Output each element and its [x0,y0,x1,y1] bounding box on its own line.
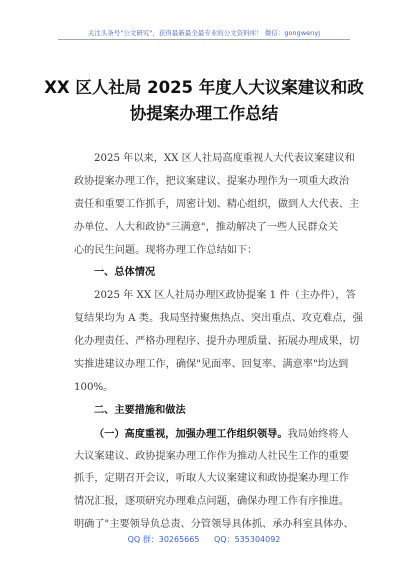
section-1-line: 化办理责任、严格办理程序、提升办理质量、拓展办理成果，切 [74,336,360,348]
section-1-line: 复结果均为 A 类。我局坚持聚焦热点、突出重点、攻克难点，强 [74,313,363,325]
intro-line: 办单位、人大和政协"三满意"，推动解决了一些人民群众关 [74,221,339,233]
section-1-line: 100%。 [74,381,114,393]
intro-line: 2025 年以来，XX 区人社局高度重视人大代表议案建议和 [94,153,355,164]
footer-qq-group: QQ 群：30265665 [127,535,200,544]
section-2-heading: 二、主要措施和做法 [94,404,186,416]
title-line-2: 协提案办理工作总结 [129,104,279,123]
intro-line: 政协提案办理工作，把议案建议、提案办理作为一项重大政治 [74,175,350,187]
subsection-1-heading: （一）高度重视，加强办理工作组织领导。 [94,427,288,440]
section-1-line: 实推进建议办理工作，确保"见面率、回复率、满意率"均达到 [74,359,349,371]
title-line-1: XX 区人社局 2025 年度人大议案建议和政 [44,78,364,97]
subsection-1-line: 大议案建议、政协提案办理工作作为推动人社民生工作的重要 [74,450,350,462]
document-title [40,75,368,127]
intro-line: 责任和重要工作抓手，周密计划、精心组织，做到人大代表、主 [74,198,360,210]
footer-qq: QQ：535304092 [214,535,281,544]
subsection-1-lead [74,423,349,446]
intro-line: 心的民生问题。现将办理工作总结如下： [74,244,258,256]
section-1-heading: 一、总体情况 [94,267,156,279]
subsection-1-line: 抓手，定期召开会议，听取人大议案建议和政协提案办理工作 [74,473,350,485]
subsection-1-line: 明确了"主要领导负总责、分管领导具体抓、承办科室具体办、 [74,519,354,531]
footer-contacts [0,534,408,545]
document-body [74,148,363,537]
subsection-1-line: 情况汇报，逐项研究办理难点问题，确保办理工作有序推进。 [74,496,350,508]
subsection-1-lead-tail: 我局始终将人 [287,428,349,440]
header-divider [58,39,350,40]
section-1-line: 2025 年 XX 区人社局办理区政协提案 1 件（主办件），答 [94,290,356,302]
header-note: 关注头条号"公文研究"，获得最新最全最专业的公文资料库！ 微信：gongwenyj [87,29,321,37]
